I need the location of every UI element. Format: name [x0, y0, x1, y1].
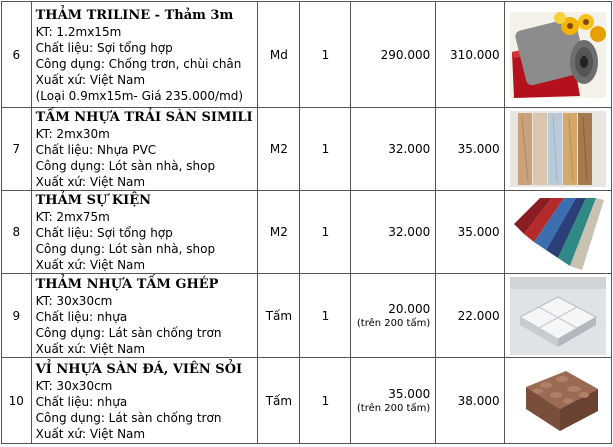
product-size: KT: 30x30cm: [35, 293, 113, 308]
event-carpet-samples-photo: [510, 194, 606, 270]
quantity-cell: 1: [300, 191, 351, 274]
product-size: KT: 1.2mx15m: [35, 25, 122, 39]
interlocking-tile-photo: [510, 277, 606, 355]
product-origin: Xuất xứ: Việt Nam: [35, 426, 146, 441]
total-cell: 35.000: [436, 191, 504, 274]
price-value: 32.000: [388, 225, 431, 239]
unit-cell: Tấm: [258, 358, 300, 444]
price-value: 20.000: [388, 302, 431, 316]
product-material: Chất liệu: nhựa: [35, 309, 128, 324]
price-value: 32.000: [388, 142, 431, 156]
quantity-cell: 1: [300, 2, 351, 108]
price-value: 290.000: [380, 47, 431, 62]
row-number: 9: [2, 274, 32, 358]
product-size: KT: 2mx75m: [35, 210, 110, 224]
product-note: (Loại 0.9mx15m- Giá 235.000/md): [35, 89, 244, 103]
row-number: 6: [2, 2, 32, 108]
total-cell: 35.000: [436, 108, 504, 191]
product-material: Chất liệu: Nhựa PVC: [35, 143, 157, 157]
table-row: [2, 358, 612, 444]
total-cell: 310.000: [436, 2, 504, 108]
product-size: KT: 2mx30m: [35, 127, 110, 141]
product-usage: Công dụng: Chống trơn, chùi chân: [35, 57, 242, 71]
price-cell: [351, 358, 436, 444]
product-size: KT: 30x30cm: [35, 378, 113, 393]
product-description: [31, 2, 258, 108]
row-number: 7: [2, 108, 32, 191]
price-note: (trên 200 tấm): [356, 403, 431, 414]
product-origin: Xuất xứ: Việt Nam: [35, 258, 146, 272]
product-description: [31, 191, 258, 274]
price-cell: [351, 191, 436, 274]
unit-cell: M2: [258, 191, 300, 274]
price-value: 35.000: [388, 387, 431, 401]
product-usage: Công dụng: Lót sàn nhà, shop: [35, 242, 216, 256]
total-cell: 38.000: [436, 358, 504, 444]
quantity-cell: 1: [300, 274, 351, 358]
price-note: (trên 200 tấm): [356, 318, 431, 329]
product-material: Chất liệu: Sợi tổng hợp: [35, 41, 173, 55]
table-row: [2, 108, 612, 191]
row-number: 8: [2, 191, 32, 274]
quantity-cell: 1: [300, 358, 351, 444]
product-title: THẢM SỰ KIỆN: [35, 193, 152, 208]
triline-mat-roll-photo: [510, 12, 606, 98]
product-description: [31, 274, 258, 358]
price-cell: [351, 274, 436, 358]
table-row: [2, 2, 612, 108]
product-material: Chất liệu: Sợi tổng hợp: [35, 226, 173, 240]
unit-cell: M2: [258, 108, 300, 191]
unit-cell: Tấm: [258, 274, 300, 358]
product-origin: Xuất xứ: Việt Nam: [35, 73, 146, 87]
product-image-cell: [504, 274, 611, 358]
quantity-cell: 1: [300, 108, 351, 191]
product-title: THẢM NHỰA TẤM GHÉP: [35, 276, 219, 292]
unit-cell: Md: [258, 2, 300, 108]
table-row: [2, 191, 612, 274]
product-image-cell: [504, 358, 611, 444]
product-title: THẢM TRILINE - Thảm 3m: [35, 8, 234, 23]
product-usage: Công dụng: Lát sàn chống trơn: [35, 325, 222, 340]
product-description: [31, 108, 258, 191]
product-material: Chất liệu: nhựa: [35, 394, 128, 409]
table-row: [2, 274, 612, 358]
price-cell: [351, 108, 436, 191]
pebble-stone-tile-photo: [510, 361, 606, 441]
product-usage: Công dụng: Lót sàn nhà, shop: [35, 159, 216, 173]
product-image-cell: [504, 2, 611, 108]
product-usage: Công dụng: Lát sàn chống trơn: [35, 410, 222, 425]
product-price-table: [1, 1, 612, 444]
price-cell: [351, 2, 436, 108]
total-cell: 22.000: [436, 274, 504, 358]
product-image-cell: [504, 191, 611, 274]
product-origin: Xuất xứ: Việt Nam: [35, 175, 146, 189]
product-title: TẤM NHỰA TRẢI SÀN SIMILI: [35, 110, 253, 125]
product-image-cell: [504, 108, 611, 191]
row-number: 10: [2, 358, 32, 444]
product-origin: Xuất xứ: Việt Nam: [35, 341, 146, 356]
simili-vinyl-rolls-photo: [510, 111, 606, 187]
product-description: [31, 358, 258, 444]
product-title: VỈ NHỰA SÀN ĐÁ, VIÊN SỎI: [35, 361, 243, 377]
